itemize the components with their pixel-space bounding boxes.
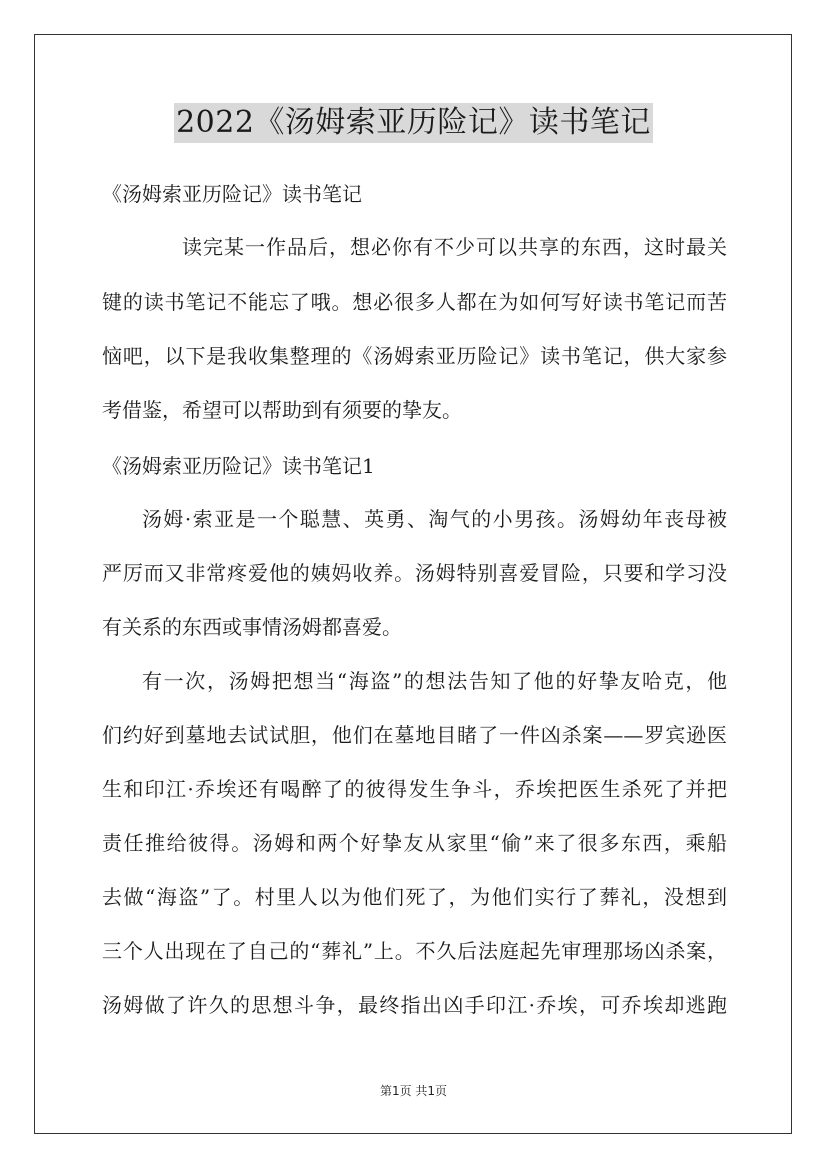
intro-line-3: 恼吧，以下是我收集整理的《汤姆索亚历险记》读书笔记，供大家参	[102, 344, 727, 368]
intro-line-1: 读完某一作品后，想必你有不少可以共享的东西，这时最关	[182, 235, 727, 259]
intro-line-2: 键的读书笔记不能忘了哦。想必很多人都在为如何写好读书笔记而苦	[102, 290, 727, 314]
para2-line-3: 生和印江·乔埃还有喝醉了的彼得发生争斗，乔埃把医生杀死了并把	[102, 777, 727, 801]
para1-line-3: 有关系的东西或事情汤姆都喜爱。	[102, 615, 402, 639]
page-footer: 第1页 共1页	[379, 1084, 448, 1098]
para2-line-5: 去做“海盗”了。村里人以为他们死了，为他们实行了葬礼，没想到	[102, 885, 727, 909]
para1-line-1: 汤姆·索亚是一个聪慧、英勇、淘气的小男孩。汤姆幼年丧母被	[142, 507, 727, 531]
title-text: 2022《汤姆索亚历险记》读书笔记	[174, 103, 653, 143]
para2-line-2: 们约好到墓地去试试胆，他们在墓地目睹了一件凶杀案——罗宾逊医	[102, 723, 727, 747]
para2-line-4: 责任推给彼得。汤姆和两个好挚友从家里“偷”来了很多东西，乘船	[102, 831, 727, 855]
para2-line-1: 有一次，汤姆把想当“海盗”的想法告知了他的好挚友哈克，他	[142, 669, 727, 693]
subtitle: 《汤姆索亚历险记》读书笔记	[102, 182, 362, 206]
para2-line-7: 汤姆做了许久的思想斗争，最终指出凶手印江·乔埃，可乔埃却逃跑	[102, 993, 727, 1017]
section-heading: 《汤姆索亚历险记》读书笔记1	[102, 454, 375, 478]
intro-line-4: 考借鉴，希望可以帮助到有须要的挚友。	[102, 398, 462, 422]
document-title	[0, 103, 827, 143]
para2-line-6: 三个人出现在了自己的“葬礼”上。不久后法庭起先审理那场凶杀案，	[102, 939, 727, 963]
para1-line-2: 严厉而又非常疼爱他的姨妈收养。汤姆特别喜爱冒险，只要和学习没	[102, 561, 727, 585]
